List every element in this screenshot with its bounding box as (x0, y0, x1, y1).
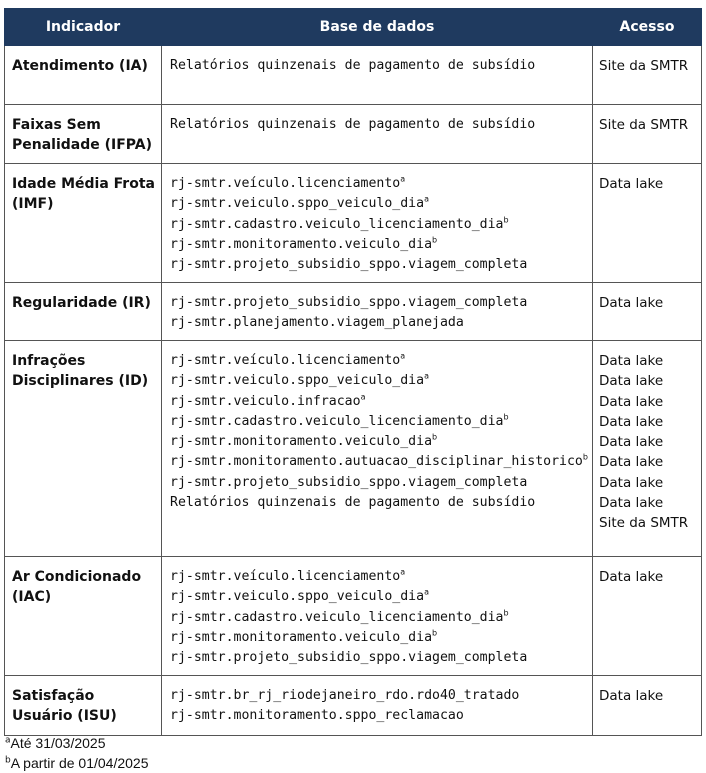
database-entry: rj-smtr.cadastro.veiculo_licenciamento_dia$^b$ (170, 215, 509, 232)
table-row (5, 46, 702, 105)
footnote-a: $^a$Até 31/03/2025 (5, 735, 106, 751)
footnote-mark: a (400, 567, 406, 577)
footnote-mark: b (503, 608, 509, 618)
database-entry: rj-smtr.veiculo.sppo_veiculo_dia$^a$ (170, 371, 429, 389)
footnote-mark: a (400, 351, 406, 361)
footnote-mark: b (432, 628, 438, 638)
access-entry: Data lake (599, 434, 664, 451)
access-entry: Data lake (599, 474, 664, 491)
database-cell (162, 341, 593, 557)
database-entry: rj-smtr.veículo.licenciamento$^a$ (170, 567, 406, 584)
database-entry: rj-smtr.projeto_subsidio_sppo.viagem_completa (170, 650, 528, 666)
database-entry: rj-smtr.cadastro.veiculo_licenciamento_dia$^b$ (170, 608, 509, 625)
access-entry: Data lake (599, 295, 664, 311)
access-cell (593, 105, 702, 164)
footnote-mark: b (432, 432, 438, 442)
database-entry: rj-smtr.cadastro.veiculo_licenciamento_dia$^b$ (170, 412, 509, 429)
indicator-cell: Regularidade (IR) (5, 283, 162, 341)
indicator-cell: Faixas Sem Penalidade (IFPA) (5, 105, 162, 164)
database-cell (162, 46, 593, 105)
database-cell (162, 676, 593, 736)
header-base-de-dados: Base de dados (162, 9, 593, 46)
access-entry: Data lake (599, 688, 664, 704)
database-entry: rj-smtr.veículo.licenciamento$^a$ (170, 174, 406, 191)
access-cell (593, 46, 702, 105)
footnotes (5, 733, 149, 773)
access-cell (593, 341, 702, 557)
footnote-mark: b (582, 453, 588, 463)
database-entry: rj-smtr.projeto_subsidio_sppo.viagem_completa (170, 257, 528, 273)
database-entry: rj-smtr.br_rj_riodejaneiro_rdo.rdo40_tratado (170, 688, 520, 703)
database-entry: rj-smtr.veículo.licenciamento$^a$ (170, 351, 406, 368)
database-entry: rj-smtr.monitoramento.veiculo_dia$^b$ (170, 628, 438, 645)
access-cell (593, 283, 702, 341)
database-entry: rj-smtr.veiculo.infracao$^a$ (170, 392, 366, 409)
footnote-mark: a (424, 587, 429, 597)
access-entry: Site da SMTR (599, 117, 689, 133)
access-entry: Data lake (599, 413, 664, 430)
database-cell (162, 283, 593, 341)
database-entry: rj-smtr.projeto_subsidio_sppo.viagem_completa (170, 474, 528, 490)
access-entry: Site da SMTR (599, 58, 689, 74)
header-indicador: Indicador (5, 9, 162, 46)
footnote-mark: a (400, 174, 406, 184)
database-cell (162, 164, 593, 283)
header-acesso: Acesso (593, 9, 702, 46)
table-row (5, 164, 702, 283)
footnote-b: $^b$A partir de 01/04/2025 (5, 755, 149, 771)
table-row (5, 283, 702, 341)
database-entry: Relatórios quinzenais de pagamento de subsídio (170, 58, 536, 73)
database-entry: rj-smtr.monitoramento.sppo_reclamacao (170, 708, 464, 724)
access-cell (593, 164, 702, 283)
footnote-mark: a (424, 371, 429, 381)
database-cell (162, 105, 593, 164)
access-cell (593, 676, 702, 736)
footnote-mark: b (432, 235, 438, 245)
database-entry: rj-smtr.veiculo.sppo_veiculo_dia$^a$ (170, 587, 429, 605)
table-row (5, 557, 702, 676)
database-entry: rj-smtr.veiculo.sppo_veiculo_dia$^a$ (170, 194, 429, 212)
access-entry: Data lake (599, 393, 664, 410)
indicator-cell: Ar Condicionado (IAC) (5, 557, 162, 676)
indicators-table (4, 8, 702, 736)
table-row (5, 105, 702, 164)
access-entry: Site da SMTR (599, 515, 689, 532)
database-entry: rj-smtr.monitoramento.autuacao_disciplinar_historico$^b$ (170, 453, 588, 470)
access-entry: Data lake (599, 454, 664, 471)
footnote-mark: a (424, 194, 429, 204)
database-entry: Relatórios quinzenais de pagamento de subsídio (170, 117, 536, 132)
access-cell (593, 557, 702, 676)
database-entry: rj-smtr.planejamento.viagem_planejada (170, 315, 464, 331)
footnote-mark: b (503, 215, 509, 225)
database-cell (162, 557, 593, 676)
table-header-row (5, 9, 702, 46)
database-entry: rj-smtr.monitoramento.veiculo_dia$^b$ (170, 235, 438, 252)
database-entry: rj-smtr.projeto_subsidio_sppo.viagem_completa (170, 295, 528, 310)
indicator-cell: Atendimento (IA) (5, 46, 162, 105)
indicator-cell: Infrações Disciplinares (ID) (5, 341, 162, 557)
indicator-cell: Satisfação Usuário (ISU) (5, 676, 162, 736)
database-entry: rj-smtr.monitoramento.veiculo_dia$^b$ (170, 432, 438, 450)
footnote-mark: a (360, 392, 366, 402)
access-entry: Data lake (599, 569, 664, 585)
access-entry: Data lake (599, 495, 664, 512)
access-entry: Data lake (599, 176, 664, 192)
database-entry: Relatórios quinzenais de pagamento de subsídio (170, 495, 536, 511)
access-entry: Data lake (599, 353, 664, 369)
indicator-cell: Idade Média Frota (IMF) (5, 164, 162, 283)
access-entry: Data lake (599, 373, 664, 390)
table-row (5, 341, 702, 557)
footnote-mark: b (503, 412, 509, 422)
table-row (5, 676, 702, 736)
